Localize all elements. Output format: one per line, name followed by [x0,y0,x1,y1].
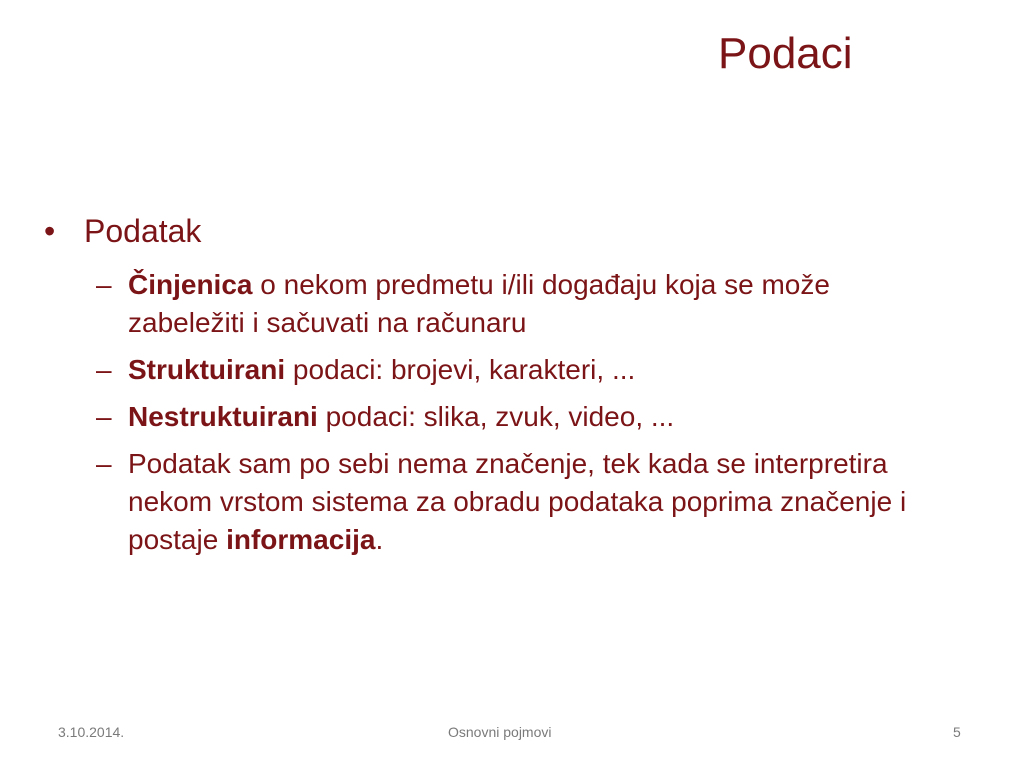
bold-term: Nestruktuirani [128,401,318,432]
bullet-icon: • [44,213,56,249]
sub-bullet-item-nestruktuirani [96,398,948,436]
slide-number: 5 [953,724,961,740]
sub-bullet-item-struktuirani [96,351,948,389]
main-bullet-item [44,206,974,256]
sub-bullet-item-informacija [96,445,948,559]
dash-icon: – [96,269,112,300]
sub-bullet-list [96,266,974,559]
slide-title: Podaci [718,29,853,78]
footer-title: Osnovni pojmovi [448,724,552,740]
sub-bullet-text: podaci: brojevi, karakteri, ... [285,354,636,385]
slide-content [44,206,974,568]
sub-bullet-text: o nekom predmetu i/ili događaju koja se može zabeležiti i sačuvati na računaru [128,269,830,338]
main-bullet-text: Podatak [84,213,202,249]
bold-term: Struktuirani [128,354,286,385]
sub-bullet-text: podaci: slika, zvuk, video, ... [317,401,675,432]
dash-icon: – [96,401,112,432]
footer-date: 3.10.2014. [58,724,125,740]
sub-bullet-item-cinjenica [96,266,948,342]
sub-bullet-text: Podatak sam po sebi nema značenje, tek kada se interpretira nekom vrstom sistema za obradu podataka poprima značenje i postaje [128,448,907,555]
sentence-period: . [375,524,384,555]
bold-term: informacija [226,524,376,555]
bold-term: Činjenica [128,269,253,300]
dash-icon: – [96,448,112,479]
dash-icon: – [96,354,112,385]
